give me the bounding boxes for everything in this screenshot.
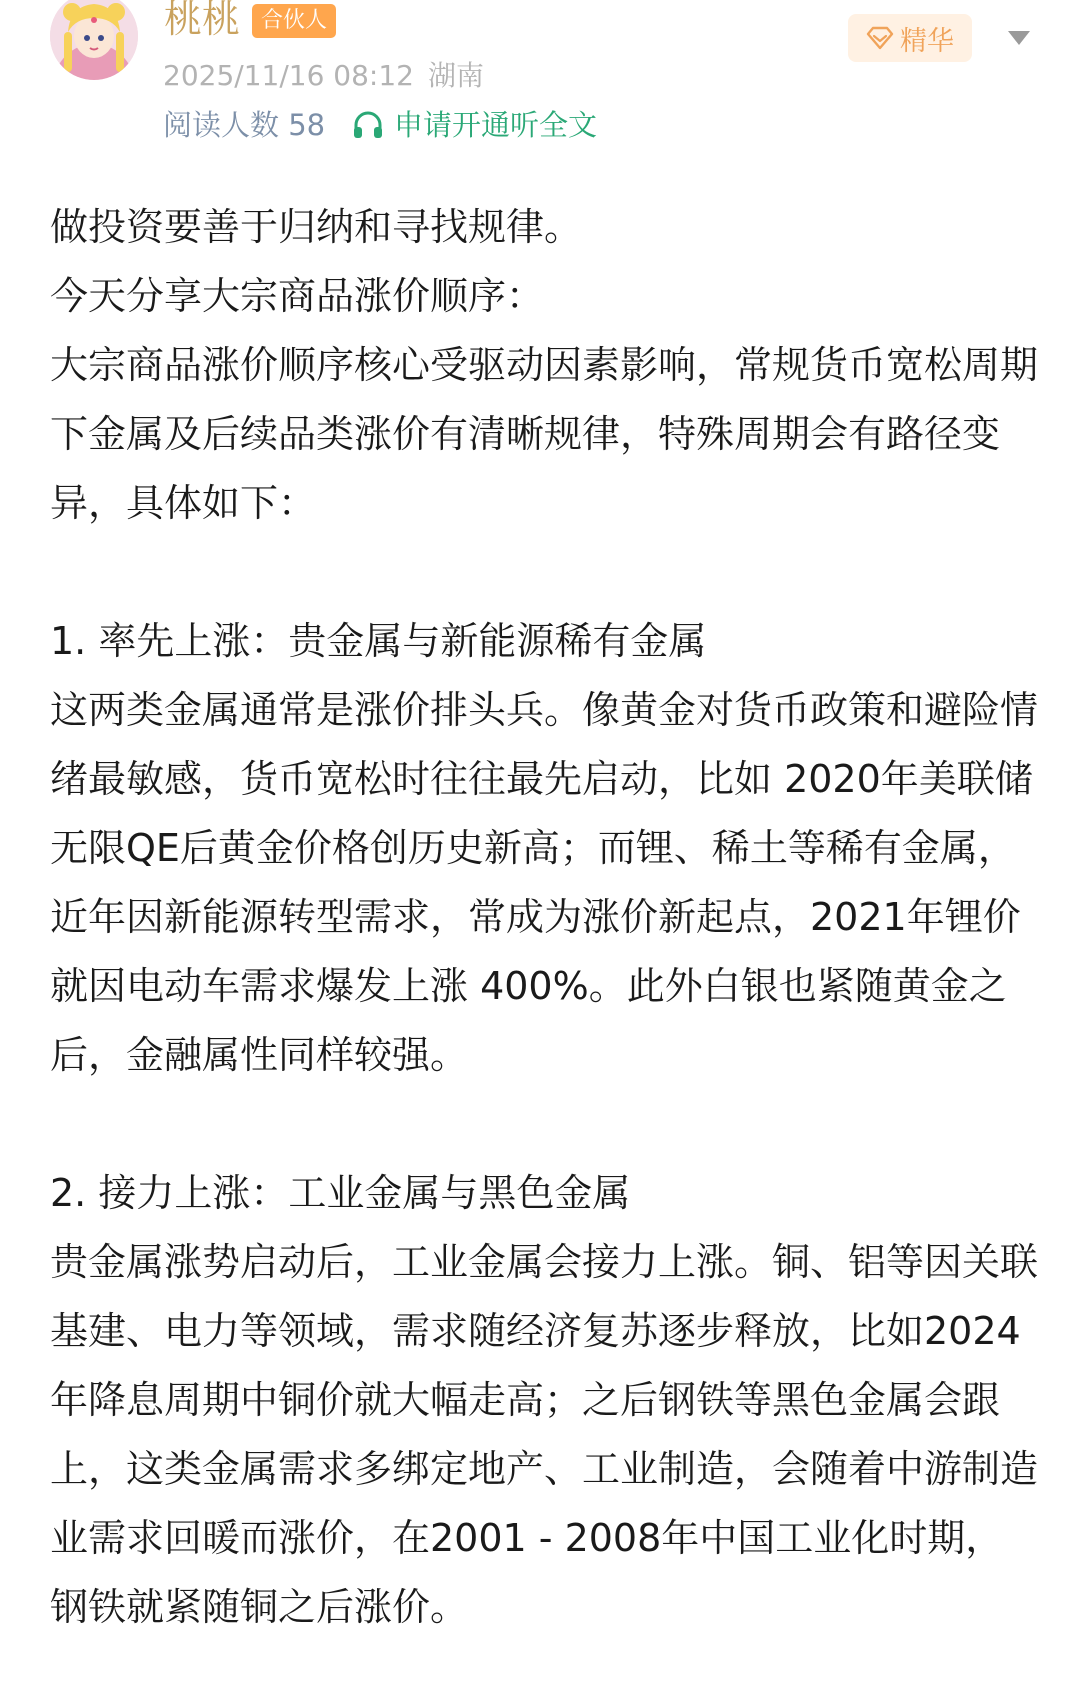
post-location: 湖南 bbox=[427, 59, 484, 92]
intro-paragraph: 大宗商品涨价顺序核心受驱动因素影响，常规货币宽松周期下金属及后续品类涨价有清晰规律，特殊周期会有路径变异，具体如下： bbox=[50, 343, 1039, 525]
author-name[interactable]: 桃桃 bbox=[164, 0, 241, 41]
read-count: 阅读人数 58 bbox=[163, 108, 326, 142]
section-1-heading: 1. 率先上涨：贵金属与新能源稀有金属 bbox=[50, 619, 707, 663]
avatar[interactable] bbox=[50, 0, 138, 80]
partner-badge: 合伙人 bbox=[252, 4, 336, 38]
intro-line-1: 做投资要善于归纳和寻找规律。 bbox=[50, 205, 583, 249]
essence-badge bbox=[848, 14, 972, 62]
essence-label: 精华 bbox=[900, 25, 954, 57]
diamond-icon bbox=[866, 26, 894, 50]
post-meta bbox=[163, 58, 484, 94]
intro-line-2: 今天分享大宗商品涨价顺序： bbox=[50, 274, 545, 318]
listen-label: 申请开通听全文 bbox=[394, 108, 598, 142]
section-1-body: 这两类金属通常是涨价排头兵。像黄金对货币政策和避险情绪最敏感，货币宽松时往往最先启动，比如 2020年美联储无限QE后黄金价格创历史新高；而锂、稀土等稀有金属，近年因新能源转型需求，常成为涨价新起点，2021年锂价就因电动车需求爆发上涨 400%。此外白银也紧随黄金之后，金融属性同样较强。 bbox=[50, 688, 1039, 1077]
section-2-body: 贵金属涨势启动后，工业金属会接力上涨。铜、铝等因关联基建、电力等领域，需求随经济复苏逐步释放，比如2024年降息周期中铜价就大幅走高；之后钢铁等黑色金属会跟上，这类金属需求多绑定地产、工业制造，会随着中游制造业需求回暖而涨价，在2001 - 2008年中国工业化时期，钢铁就紧随铜之后涨价。 bbox=[50, 1240, 1039, 1629]
headphones-icon bbox=[352, 110, 384, 140]
section-2-heading: 2. 接力上涨：工业金属与黑色金属 bbox=[50, 1171, 631, 1215]
listen-full-text-link[interactable] bbox=[352, 106, 597, 144]
article-body bbox=[50, 193, 1040, 1642]
chevron-down-icon[interactable] bbox=[1006, 28, 1032, 48]
post-timestamp: 2025/11/16 08:12 bbox=[163, 59, 414, 92]
